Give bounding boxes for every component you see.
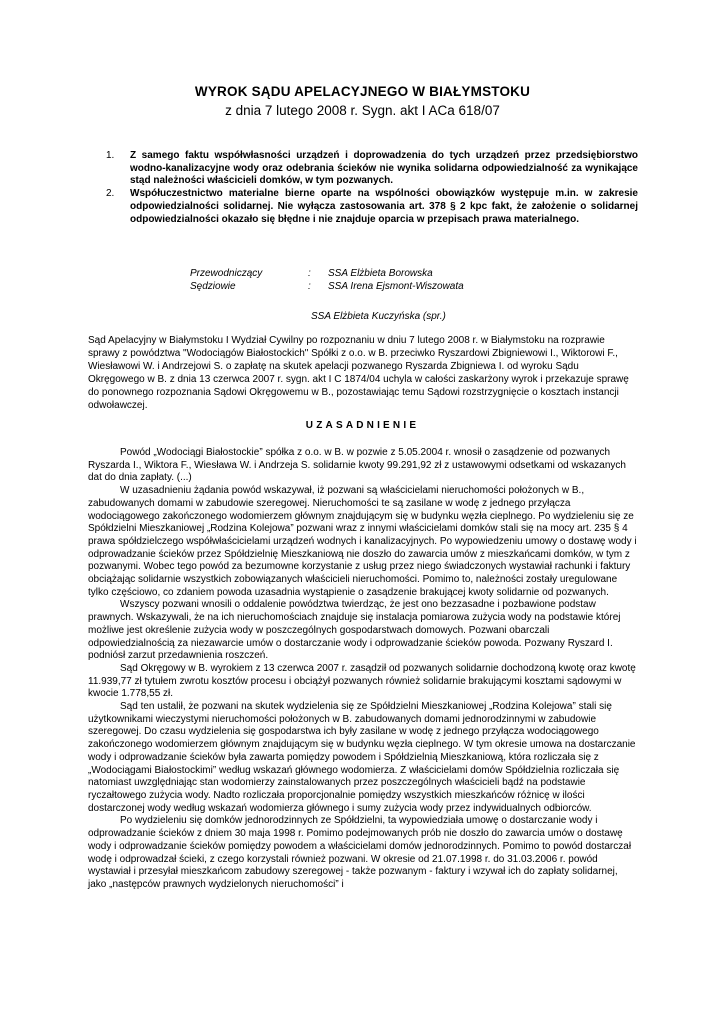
- thesis-item: [88, 188, 638, 226]
- thesis-item: [88, 150, 638, 188]
- bench-row-judges: [190, 280, 464, 293]
- body-paragraph: Powód „Wodociągi Białostockie” spółka z o.o. w B. w pozwie z 5.05.2004 r. wnosił o zasądzenie od pozwanych Ryszarda I., Wiktora F., Wiesława W. i Andrzeja S. solidarnie kwoty 99.291,92 zł z ustawowymi odsetkami od wskazanych dat do dnia zapłaty. (...): [88, 447, 626, 484]
- document-subtitle: z dnia 7 lutego 2008 r. Sygn. akt I ACa 618/07: [225, 103, 500, 118]
- presiding-label: Przewodniczący: [190, 268, 263, 279]
- judges-label: Sędziowie: [190, 281, 236, 292]
- thesis-number: 2.: [106, 188, 115, 200]
- rapporteur-name: SSA Elżbieta Kuczyńska (spr.): [311, 311, 446, 322]
- theses-list: [88, 150, 638, 226]
- judgment-intro: Sąd Apelacyjny w Białymstoku I Wydział Cywilny po rozpoznaniu w dniu 7 lutego 2008 r. w Białymstoku na rozprawie sprawy z powództwa "Wodociągów Białostockich" Spółki z o.o. w B. przeciwko Ryszardowi Zbigniewowi I., Wiktorowi F., Wiesławowi W. i Andrzejowi S. o zapłatę na skutek apelacji pozwanego Ryszarda Zbigniewa I. od wyroku Sądu Okręgowego w B. z dnia 13 czerwca 2007 r. sygn. akt I C 1874/04 uchyla w całości zaskarżony wyrok i przekazuje sprawę do ponownego rozpoznania Sądowi Okręgowemu w B., pozostawiając temu Sądowi rozstrzygnięcie o kosztach instancji odwoławczej.: [88, 335, 629, 411]
- separator: :: [308, 281, 311, 292]
- court-bench: [190, 267, 464, 323]
- judges-name: SSA Irena Ejsmont-Wiszowata: [328, 281, 464, 292]
- presiding-name: SSA Elżbieta Borowska: [328, 268, 433, 279]
- thesis-text: Współuczestnictwo materialne bierne oparte na wspólności obowiązków występuje m.in. w zakresie odpowiedzialności solidarnej. Nie wyłącza zastosowania art. 378 § 2 kpc fakt, że założenie o solidarnej odpowiedzialności okazało się błędne i nie znajduje oparcia w przepisach prawa materialnego.: [130, 188, 638, 225]
- separator: :: [308, 268, 311, 279]
- justification-body: [88, 447, 638, 892]
- body-paragraph: Po wydzieleniu się domków jednorodzinnych ze Spółdzielni, ta wypowiedziała umowę o dostarczanie wody i odprowadzanie ścieków z dniem 30 maja 1998 r. Pomimo podejmowanych prób nie doszło do zawarcia umów o dostawę wody i odprowadzanie ścieków pomiędzy powodem a właścicielami domów jednorodzinnych. Pomimo to powód dostarczał wodę i odprowadzał ścieki, z czego korzystali również pozwani. W okresie od 21.07.1998 r. do 31.03.2006 r. powód wystawiał i przesyłał mieszkańcom zabudowy szeregowej - także pozwanym - faktury i wzywał ich do zapłaty solidarnej, jako „następców prawnych wydzielonych nieruchomości” i: [88, 815, 632, 890]
- bench-row-presiding: [190, 267, 464, 280]
- body-paragraph: W uzasadnieniu żądania powód wskazywał, iż pozwani są właścicielami nieruchomości położonych w B., zabudowanych domami w zabudowie szeregowej. Nieruchomości te są zasilane w wodę z jednego przyłącza wodociągowego zakończonego wodomierzem głównym znajdującym się w budynku węzła cieplnego. Po wydzieleniu się ze Spółdzielni Mieszkaniowej „Rodzina Kolejowa” pozwani wraz z innymi właścicielami domków stali się na mocy art. 235 § 4 prawa spółdzielczego współwłaścicielami urządzeń wodnych i kanalizacyjnych. Po wypowiedzeniu umowy o dostawę wody i odprowadzanie ścieków przez Spółdzielnię Mieszkaniową nie doszło do zawarcia umów z mieszkańcami domków, w tym z pozwanymi. Wobec tego powód za bezumowne korzystanie z usług przez niego świadczonych wystawiał rachunki i faktury obciążając solidarnie wszystkich zobowiązanych właścicieli nieruchomości. Pomimo to, należności zostały uregulowane tylko częściowo, co zdaniem powoda uzasadnia wystąpienie o zasądzenie brakującej kwoty solidarnie od pozwanych.: [88, 485, 637, 598]
- body-paragraph: Sąd Okręgowy w B. wyrokiem z 13 czerwca 2007 r. zasądził od pozwanych solidarnie dochodzoną kwotę oraz kwotę 11.939,77 zł tytułem zwrotu kosztów procesu i obciążył pozwanych również solidarnie brakującymi kosztami sądowymi w kwocie 1.778,55 zł.: [88, 662, 636, 700]
- document-title: WYROK SĄDU APELACYJNEGO W BIAŁYMSTOKU: [194, 84, 531, 99]
- body-paragraph: Wszyscy pozwani wnosili o oddalenie powództwa twierdząc, że jest ono bezzasadne i pozbawione podstaw prawnych. Wskazywali, że na ich nieruchomościach znajduje się instalacja pomiarowa zużycia wody na podstawie której możliwe jest określenie zużycia wody w poszczególnych gospodarstwach domowych. Pozwani obarczali odpowiedzialnością za niezawarcie umów o dostarczanie wody i odprowadzanie ścieków powoda. Pozwany Ryszard I. podniósł zarzut przedawnienia roszczeń.: [88, 599, 621, 662]
- thesis-text: Z samego faktu współwłasności urządzeń i doprowadzenia do tych urządzeń przez przedsiębiorstwo wodno-kanalizacyjne wody oraz odebrania ścieków nie wynika solidarna odpowiedzialność za wynikające stąd należności właścicieli domków, w tym pozwanych.: [130, 150, 638, 187]
- section-title: UZASADNIENIE: [305, 420, 420, 431]
- body-paragraph: Sąd ten ustalił, że pozwani na skutek wydzielenia się ze Spółdzielni Mieszkaniowej „Rodzina Kolejowa” stali się użytkownikami wieczystymi nieruchomości położonych w B. zabudowanych domami jednorodzinnymi w zabudowie szeregowej. Do czasu wydzielenia się gospodarstwa ich były zasilane w wodę z jednego przyłącza wodociągowego zakończonego wodomierzem głównym znajdującym się w budynku węzła cieplnego. W tym okresie umowa na dostarczanie wody i odprowadzanie ścieków była zawarta pomiędzy powodem i Spółdzielnią Mieszkaniową, która rozliczała się z „Wodociągami Białostockimi” według wskazań głównego wodomierza. Z właścicielami domów Spółdzielnia rozliczała się natomiast uwzględniając stan wodomierzy zainstalowanych przez poszczególnych właścicieli bądź na podstawie ryczałtowego zużycia wody. Nadto rozliczała proporcjonalnie pomiędzy wszystkich mieszkańców różnicę w ilości dostarczonej wody według wskazań wodomierza głównego i sumy zużycia wody przez indywidualnych odbiorców.: [88, 701, 636, 814]
- thesis-number: 1.: [106, 150, 115, 161]
